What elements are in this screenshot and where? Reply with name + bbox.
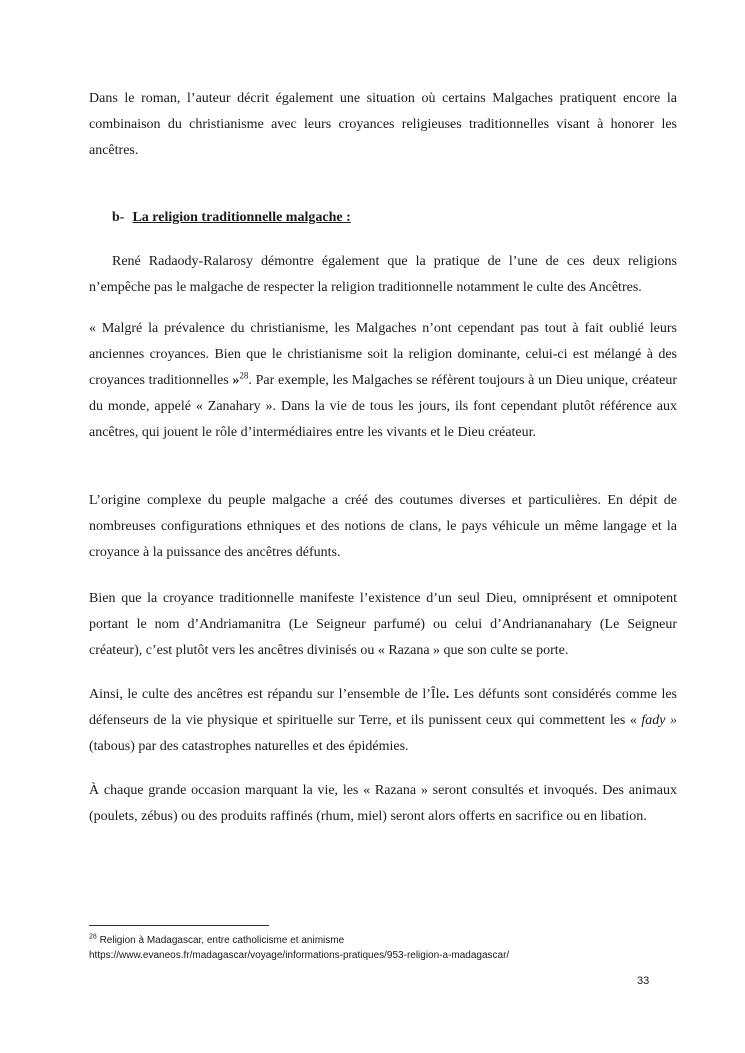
quote-continuation: . Par exemple, les Malgaches se réfèrent toujours à un Dieu unique, créateur du monde, appelé « Zanahary ». Dans la vie de tous les jours, ils font cependant plutôt référence aux ancêtres, qui jouent le rôle d’intermédiaires entre les vivants et le Dieu créateur. (89, 373, 677, 440)
footnote (89, 933, 689, 963)
footnote-url[interactable]: https://www.evaneos.fr/madagascar/voyage/informations-pratiques/953-religion-a-madagascar/ (89, 950, 510, 961)
paragraph-croyance: Bien que la croyance traditionnelle manifeste l’existence d’un seul Dieu, omniprésent et omnipotent portant le nom d’Andriamanitra (Le Seigneur parfumé) ou celui d’Andriananahary (Le Seigneur créateur), c’est plutôt vers les ancêtres divinisés ou « Razana » que son culte se porte. (89, 591, 677, 658)
culte-text-c: (tabous) par des catastrophes naturelles et des épidémies. (89, 739, 409, 754)
culte-text-b: Les défunts sont considérés comme les défenseurs de la vie physique et spirituelle sur Terre, et ils punissent ceux qui commettent les « (89, 687, 677, 728)
footnote-title: Religion à Madagascar, entre catholicisme et animisme (96, 935, 345, 946)
footnote-ref[interactable]: 28 (239, 370, 249, 381)
paragraph-quote (89, 316, 677, 446)
section-heading (112, 208, 351, 228)
footnote-number: 28 (89, 933, 97, 941)
paragraph-ralarosy: René Radaody-Ralarosy démontre également que la pratique de l’une de ces deux religions n’empêche pas le malgache de respecter la religion traditionnelle notamment le culte des Ancêtres. (89, 254, 677, 295)
quote-text: « Malgré la prévalence du christianisme, les Malgaches n’ont cependant pas tout à fait oublié leurs anciennes croyances. Bien que le christianisme soit la religion dominante, celui-ci est mélangé à des croyances traditionnelles (89, 321, 677, 388)
heading-label: La religion traditionnelle malgache : (132, 210, 351, 225)
heading-marker: b- (112, 210, 125, 225)
quote-close: » (232, 373, 240, 388)
paragraph-intro: Dans le roman, l’auteur décrit également une situation où certains Malgaches pratiquent encore la combinaison du christianisme avec leurs croyances religieuses traditionnelles visant à honorer les ancêtres. (89, 91, 677, 158)
culte-dot: . (445, 687, 450, 702)
paragraph-origine: L’origine complexe du peuple malgache a créé des coutumes diverses et particulières. En dépit de nombreuses configurations ethniques et des notions de clans, le pays véhicule un même langage et la croyance à la puissance des ancêtres défunts. (89, 493, 677, 560)
culte-text-a: Ainsi, le culte des ancêtres est répandu sur l’ensemble de l’Île (89, 687, 446, 702)
page-number: 33 (637, 975, 650, 987)
footnote-divider (89, 925, 269, 926)
paragraph-razana: À chaque grande occasion marquant la vie, les « Razana » seront consultés et invoqués. Des animaux (poulets, zébus) ou des produits raffinés (rhum, miel) seront alors offerts en sacrifice ou en libation. (89, 783, 677, 824)
paragraph-culte (89, 682, 677, 760)
fady-term: fady » (641, 713, 677, 728)
